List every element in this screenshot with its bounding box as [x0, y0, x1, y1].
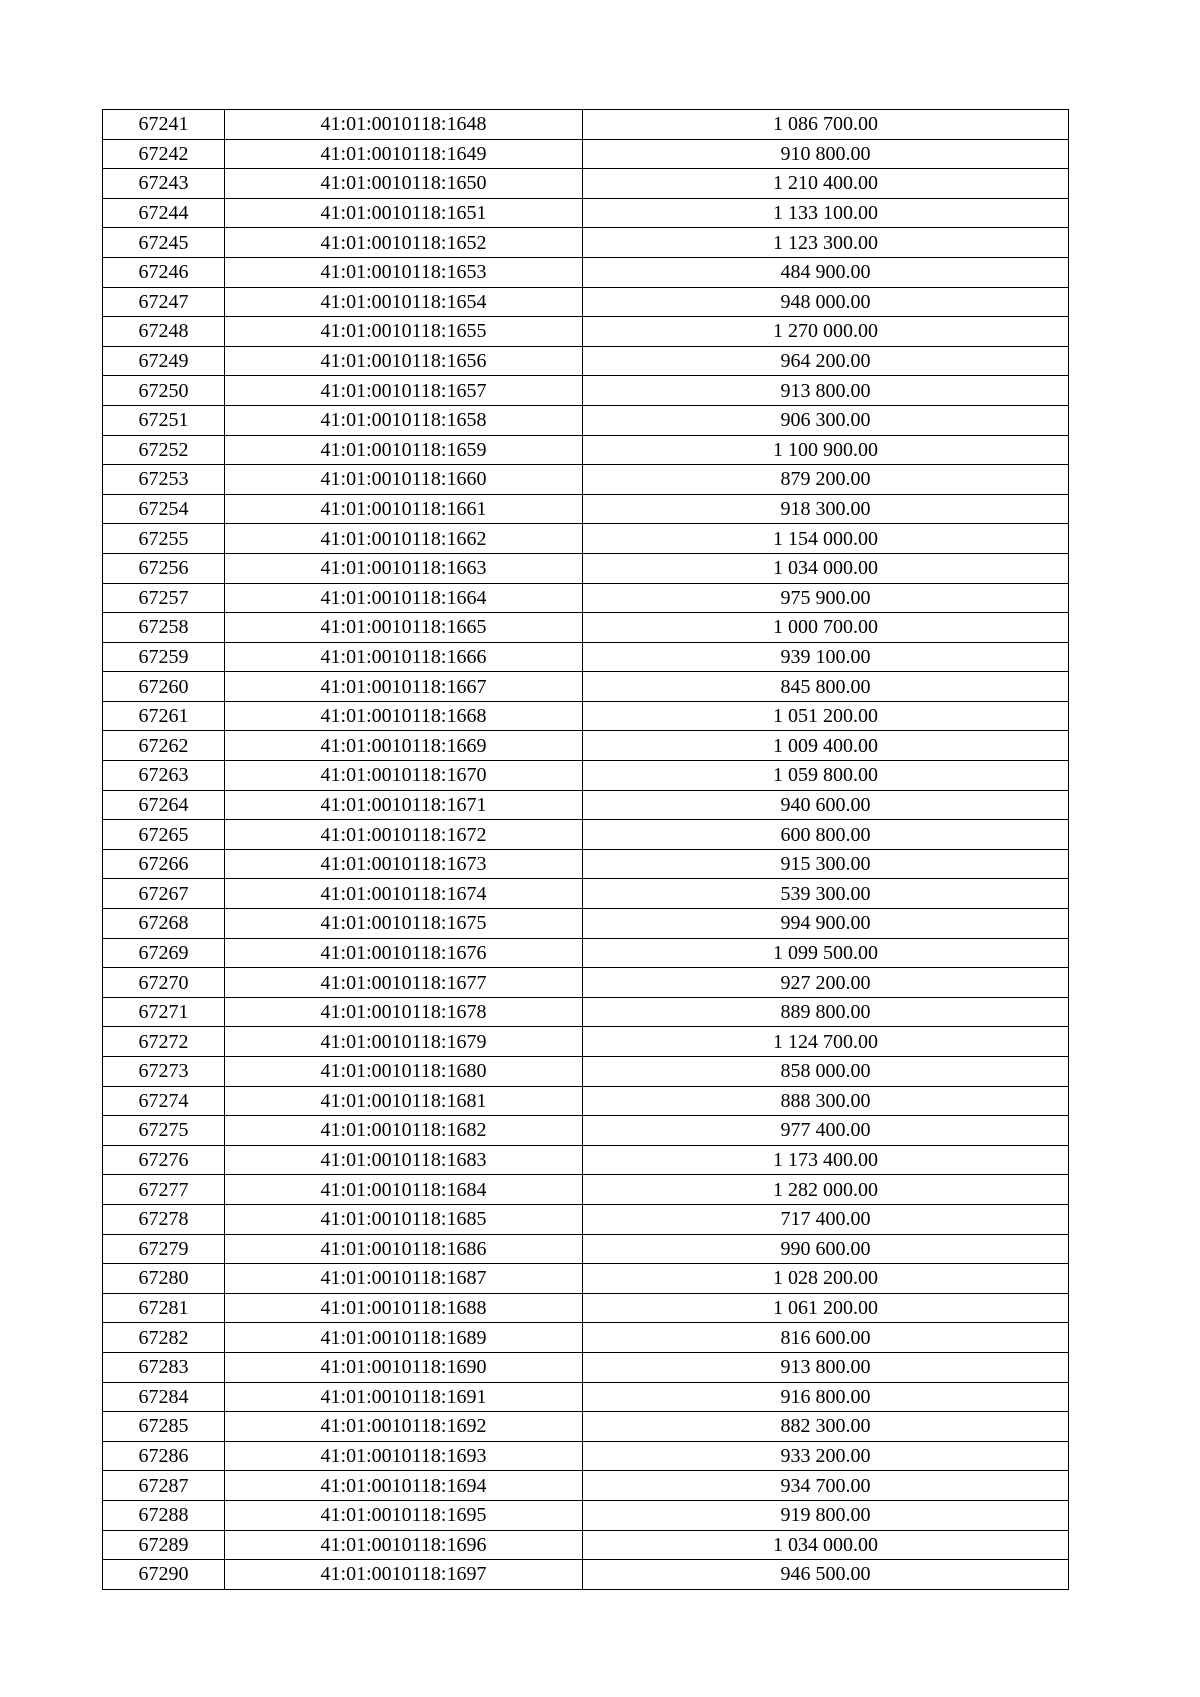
- cadastral-number-cell: 41:01:0010118:1692: [225, 1412, 583, 1442]
- table-row: [103, 169, 1069, 199]
- table-row: [103, 257, 1069, 287]
- cadastral-value-cell: 940 600.00: [583, 790, 1069, 820]
- cadastral-number-cell: 41:01:0010118:1697: [225, 1560, 583, 1590]
- cadastral-number-cell: 41:01:0010118:1684: [225, 1175, 583, 1205]
- row-number-cell: 67273: [103, 1057, 225, 1087]
- cadastral-number-cell: 41:01:0010118:1649: [225, 139, 583, 169]
- table-row: [103, 849, 1069, 879]
- cadastral-value-cell: 1 086 700.00: [583, 110, 1069, 140]
- cadastral-number-cell: 41:01:0010118:1690: [225, 1352, 583, 1382]
- cadastral-value-cell: 1 100 900.00: [583, 435, 1069, 465]
- cadastral-number-cell: 41:01:0010118:1681: [225, 1086, 583, 1116]
- row-number-cell: 67269: [103, 938, 225, 968]
- cadastral-value-cell: 1 051 200.00: [583, 701, 1069, 731]
- row-number-cell: 67277: [103, 1175, 225, 1205]
- cadastral-value-cell: 845 800.00: [583, 672, 1069, 702]
- table-row: [103, 376, 1069, 406]
- row-number-cell: 67249: [103, 346, 225, 376]
- cadastral-value-cell: 1 061 200.00: [583, 1293, 1069, 1323]
- table-row: [103, 613, 1069, 643]
- cadastral-number-cell: 41:01:0010118:1691: [225, 1382, 583, 1412]
- row-number-cell: 67253: [103, 465, 225, 495]
- table-row: [103, 435, 1069, 465]
- cadastral-number-cell: 41:01:0010118:1653: [225, 257, 583, 287]
- row-number-cell: 67244: [103, 198, 225, 228]
- cadastral-number-cell: 41:01:0010118:1696: [225, 1530, 583, 1560]
- cadastral-number-cell: 41:01:0010118:1676: [225, 938, 583, 968]
- table-row: [103, 968, 1069, 998]
- table-row: [103, 1500, 1069, 1530]
- cadastral-value-cell: 1 282 000.00: [583, 1175, 1069, 1205]
- cadastral-value-cell: 927 200.00: [583, 968, 1069, 998]
- table-row: [103, 909, 1069, 939]
- row-number-cell: 67287: [103, 1471, 225, 1501]
- row-number-cell: 67279: [103, 1234, 225, 1264]
- row-number-cell: 67284: [103, 1382, 225, 1412]
- table-row: [103, 997, 1069, 1027]
- table-body: [103, 110, 1069, 1590]
- table-row: [103, 1412, 1069, 1442]
- row-number-cell: 67282: [103, 1323, 225, 1353]
- cadastral-number-cell: 41:01:0010118:1678: [225, 997, 583, 1027]
- cadastral-value-cell: 1 099 500.00: [583, 938, 1069, 968]
- cadastral-number-cell: 41:01:0010118:1685: [225, 1204, 583, 1234]
- row-number-cell: 67286: [103, 1441, 225, 1471]
- cadastral-value-cell: 990 600.00: [583, 1234, 1069, 1264]
- row-number-cell: 67254: [103, 494, 225, 524]
- row-number-cell: 67261: [103, 701, 225, 731]
- cadastral-number-cell: 41:01:0010118:1650: [225, 169, 583, 199]
- cadastral-value-cell: 1 123 300.00: [583, 228, 1069, 258]
- table-row: [103, 731, 1069, 761]
- row-number-cell: 67257: [103, 583, 225, 613]
- cadastral-value-cell: 1 270 000.00: [583, 317, 1069, 347]
- row-number-cell: 67260: [103, 672, 225, 702]
- table-row: [103, 1382, 1069, 1412]
- cadastral-number-cell: 41:01:0010118:1657: [225, 376, 583, 406]
- cadastral-value-cell: 916 800.00: [583, 1382, 1069, 1412]
- cadastral-value-cell: 879 200.00: [583, 465, 1069, 495]
- cadastral-number-cell: 41:01:0010118:1687: [225, 1264, 583, 1294]
- cadastral-number-cell: 41:01:0010118:1693: [225, 1441, 583, 1471]
- cadastral-value-cell: 539 300.00: [583, 879, 1069, 909]
- table-row: [103, 761, 1069, 791]
- cadastral-number-cell: 41:01:0010118:1672: [225, 820, 583, 850]
- table-row: [103, 1234, 1069, 1264]
- cadastral-number-cell: 41:01:0010118:1659: [225, 435, 583, 465]
- cadastral-number-cell: 41:01:0010118:1683: [225, 1145, 583, 1175]
- row-number-cell: 67256: [103, 553, 225, 583]
- cadastral-number-cell: 41:01:0010118:1694: [225, 1471, 583, 1501]
- cadastral-value-cell: 918 300.00: [583, 494, 1069, 524]
- cadastral-value-cell: 948 000.00: [583, 287, 1069, 317]
- table-row: [103, 317, 1069, 347]
- table-row: [103, 1264, 1069, 1294]
- cadastral-value-cell: 964 200.00: [583, 346, 1069, 376]
- row-number-cell: 67275: [103, 1116, 225, 1146]
- table-row: [103, 494, 1069, 524]
- table-row: [103, 1560, 1069, 1590]
- row-number-cell: 67252: [103, 435, 225, 465]
- cadastral-number-cell: 41:01:0010118:1661: [225, 494, 583, 524]
- cadastral-value-cell: 1 059 800.00: [583, 761, 1069, 791]
- cadastral-number-cell: 41:01:0010118:1664: [225, 583, 583, 613]
- table-row: [103, 879, 1069, 909]
- cadastral-number-cell: 41:01:0010118:1658: [225, 405, 583, 435]
- cadastral-number-cell: 41:01:0010118:1648: [225, 110, 583, 140]
- row-number-cell: 67255: [103, 524, 225, 554]
- cadastral-number-cell: 41:01:0010118:1660: [225, 465, 583, 495]
- table-row: [103, 465, 1069, 495]
- table-row: [103, 198, 1069, 228]
- cadastral-number-cell: 41:01:0010118:1671: [225, 790, 583, 820]
- table-row: [103, 1530, 1069, 1560]
- cadastral-number-cell: 41:01:0010118:1675: [225, 909, 583, 939]
- row-number-cell: 67280: [103, 1264, 225, 1294]
- table-row: [103, 287, 1069, 317]
- cadastral-number-cell: 41:01:0010118:1662: [225, 524, 583, 554]
- table-row: [103, 110, 1069, 140]
- row-number-cell: 67270: [103, 968, 225, 998]
- cadastral-value-cell: 946 500.00: [583, 1560, 1069, 1590]
- row-number-cell: 67263: [103, 761, 225, 791]
- table-row: [103, 553, 1069, 583]
- table-row: [103, 701, 1069, 731]
- cadastral-value-cell: 600 800.00: [583, 820, 1069, 850]
- row-number-cell: 67243: [103, 169, 225, 199]
- cadastral-value-cell: 934 700.00: [583, 1471, 1069, 1501]
- cadastral-value-cell: 1 173 400.00: [583, 1145, 1069, 1175]
- cadastral-value-cell: 933 200.00: [583, 1441, 1069, 1471]
- cadastral-number-cell: 41:01:0010118:1670: [225, 761, 583, 791]
- table-row: [103, 820, 1069, 850]
- cadastral-value-cell: 889 800.00: [583, 997, 1069, 1027]
- row-number-cell: 67281: [103, 1293, 225, 1323]
- row-number-cell: 67288: [103, 1500, 225, 1530]
- row-number-cell: 67278: [103, 1204, 225, 1234]
- cadastral-value-cell: 888 300.00: [583, 1086, 1069, 1116]
- table-row: [103, 524, 1069, 554]
- table-row: [103, 642, 1069, 672]
- cadastral-value-cell: 1 034 000.00: [583, 553, 1069, 583]
- table-row: [103, 1471, 1069, 1501]
- row-number-cell: 67246: [103, 257, 225, 287]
- row-number-cell: 67258: [103, 613, 225, 643]
- table-row: [103, 938, 1069, 968]
- table-row: [103, 1352, 1069, 1382]
- row-number-cell: 67274: [103, 1086, 225, 1116]
- row-number-cell: 67264: [103, 790, 225, 820]
- row-number-cell: 67271: [103, 997, 225, 1027]
- cadastral-value-cell: 994 900.00: [583, 909, 1069, 939]
- row-number-cell: 67268: [103, 909, 225, 939]
- table-row: [103, 405, 1069, 435]
- cadastral-value-cell: 906 300.00: [583, 405, 1069, 435]
- cadastral-number-cell: 41:01:0010118:1656: [225, 346, 583, 376]
- cadastral-value-cell: 915 300.00: [583, 849, 1069, 879]
- table-row: [103, 139, 1069, 169]
- row-number-cell: 67283: [103, 1352, 225, 1382]
- cadastral-number-cell: 41:01:0010118:1695: [225, 1500, 583, 1530]
- cadastral-number-cell: 41:01:0010118:1667: [225, 672, 583, 702]
- row-number-cell: 67259: [103, 642, 225, 672]
- table-row: [103, 1441, 1069, 1471]
- row-number-cell: 67290: [103, 1560, 225, 1590]
- cadastral-value-cell: 1 028 200.00: [583, 1264, 1069, 1294]
- cadastral-number-cell: 41:01:0010118:1674: [225, 879, 583, 909]
- table-row: [103, 672, 1069, 702]
- table-row: [103, 228, 1069, 258]
- row-number-cell: 67242: [103, 139, 225, 169]
- row-number-cell: 67272: [103, 1027, 225, 1057]
- cadastral-value-cell: 910 800.00: [583, 139, 1069, 169]
- cadastral-number-cell: 41:01:0010118:1689: [225, 1323, 583, 1353]
- cadastral-number-cell: 41:01:0010118:1673: [225, 849, 583, 879]
- cadastral-number-cell: 41:01:0010118:1651: [225, 198, 583, 228]
- cadastral-value-cell: 1 210 400.00: [583, 169, 1069, 199]
- cadastral-number-cell: 41:01:0010118:1655: [225, 317, 583, 347]
- cadastral-value-cell: 919 800.00: [583, 1500, 1069, 1530]
- table-row: [103, 1293, 1069, 1323]
- row-number-cell: 67248: [103, 317, 225, 347]
- cadastral-number-cell: 41:01:0010118:1682: [225, 1116, 583, 1146]
- cadastral-number-cell: 41:01:0010118:1654: [225, 287, 583, 317]
- cadastral-value-cell: 975 900.00: [583, 583, 1069, 613]
- table-row: [103, 1086, 1069, 1116]
- cadastral-value-cell: 1 000 700.00: [583, 613, 1069, 643]
- cadastral-value-cell: 939 100.00: [583, 642, 1069, 672]
- cadastral-value-cell: 1 009 400.00: [583, 731, 1069, 761]
- cadastral-number-cell: 41:01:0010118:1688: [225, 1293, 583, 1323]
- cadastral-value-cell: 1 154 000.00: [583, 524, 1069, 554]
- row-number-cell: 67285: [103, 1412, 225, 1442]
- cadastral-number-cell: 41:01:0010118:1669: [225, 731, 583, 761]
- cadastral-value-cell: 913 800.00: [583, 376, 1069, 406]
- row-number-cell: 67245: [103, 228, 225, 258]
- cadastral-value-cell: 484 900.00: [583, 257, 1069, 287]
- cadastral-value-table: [102, 109, 1069, 1590]
- cadastral-number-cell: 41:01:0010118:1680: [225, 1057, 583, 1087]
- row-number-cell: 67267: [103, 879, 225, 909]
- cadastral-number-cell: 41:01:0010118:1652: [225, 228, 583, 258]
- row-number-cell: 67241: [103, 110, 225, 140]
- row-number-cell: 67262: [103, 731, 225, 761]
- table-row: [103, 1145, 1069, 1175]
- cadastral-value-cell: 816 600.00: [583, 1323, 1069, 1353]
- cadastral-number-cell: 41:01:0010118:1666: [225, 642, 583, 672]
- table-row: [103, 1116, 1069, 1146]
- table-row: [103, 790, 1069, 820]
- cadastral-value-cell: 717 400.00: [583, 1204, 1069, 1234]
- row-number-cell: 67265: [103, 820, 225, 850]
- cadastral-value-cell: 1 034 000.00: [583, 1530, 1069, 1560]
- table-row: [103, 1175, 1069, 1205]
- cadastral-value-cell: 858 000.00: [583, 1057, 1069, 1087]
- cadastral-number-cell: 41:01:0010118:1665: [225, 613, 583, 643]
- cadastral-value-cell: 977 400.00: [583, 1116, 1069, 1146]
- table-row: [103, 1204, 1069, 1234]
- cadastral-value-cell: 882 300.00: [583, 1412, 1069, 1442]
- cadastral-value-cell: 1 124 700.00: [583, 1027, 1069, 1057]
- row-number-cell: 67289: [103, 1530, 225, 1560]
- row-number-cell: 67276: [103, 1145, 225, 1175]
- table-row: [103, 346, 1069, 376]
- table-row: [103, 583, 1069, 613]
- row-number-cell: 67250: [103, 376, 225, 406]
- table-row: [103, 1057, 1069, 1087]
- cadastral-number-cell: 41:01:0010118:1668: [225, 701, 583, 731]
- cadastral-value-cell: 1 133 100.00: [583, 198, 1069, 228]
- cadastral-number-cell: 41:01:0010118:1679: [225, 1027, 583, 1057]
- row-number-cell: 67251: [103, 405, 225, 435]
- row-number-cell: 67247: [103, 287, 225, 317]
- cadastral-number-cell: 41:01:0010118:1663: [225, 553, 583, 583]
- table-row: [103, 1323, 1069, 1353]
- cadastral-number-cell: 41:01:0010118:1686: [225, 1234, 583, 1264]
- cadastral-value-cell: 913 800.00: [583, 1352, 1069, 1382]
- table-row: [103, 1027, 1069, 1057]
- cadastral-number-cell: 41:01:0010118:1677: [225, 968, 583, 998]
- row-number-cell: 67266: [103, 849, 225, 879]
